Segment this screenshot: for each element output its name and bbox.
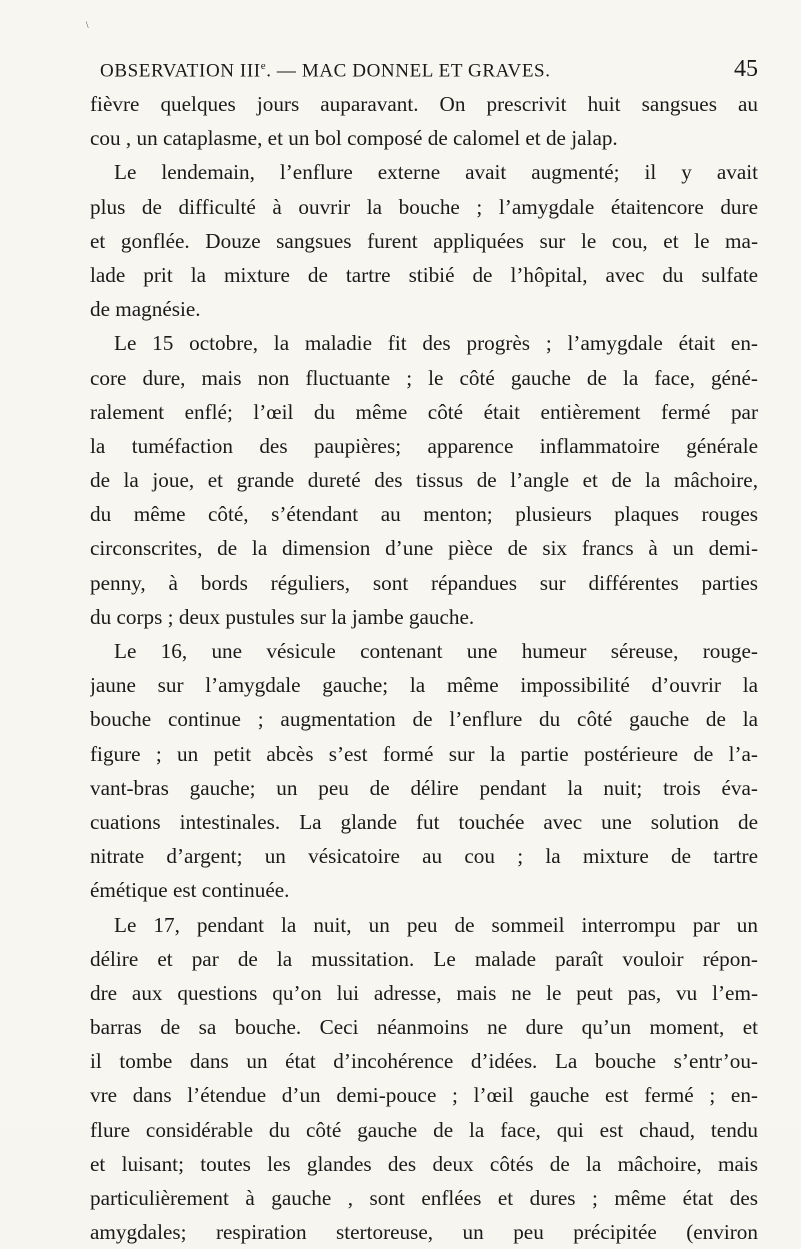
paragraph-first-line: Le 16, une vésicule contenant une humeur séreuse, rouge- — [114, 639, 758, 663]
text-line: core dure, mais non fluctuante ; le côté gauche de la face, géné- — [90, 365, 758, 390]
text-line: nitrate d’argent; un vésicatoire au cou ; la mixture de tartre — [90, 844, 758, 869]
text-line: vre dans l’étendue d’un demi-pouce ; l’œil gauche est fermé ; en- — [90, 1083, 758, 1108]
text-line: la tuméfaction des paupières; apparence inflammatoire générale — [90, 433, 758, 458]
text-line: dre aux questions qu’on lui adresse, mais ne le peut pas, vu l’em- — [90, 980, 758, 1005]
running-title: OBSERVATION IIIe. — MAC DONNEL ET GRAVES. — [100, 60, 551, 82]
text-line: bouche continue ; augmentation de l’enflure du côté gauche de la — [90, 707, 758, 732]
text-line: et luisant; toutes les glandes des deux côtés de la mâchoire, mais — [90, 1151, 758, 1176]
paragraph-first-line: Le 15 octobre, la maladie fit des progrès ; l’amygdale était en- — [114, 331, 758, 356]
text-line: vant-bras gauche; un peu de délire pendant la nuit; trois éva- — [90, 775, 758, 800]
text-line: barras de sa bouche. Ceci néanmoins ne dure qu’un moment, et — [90, 1015, 758, 1040]
text-line: jaune sur l’amygdale gauche; la même impossibilité d’ouvrir la — [90, 673, 758, 698]
text-line: il tombe dans un état d’incohérence d’idées. La bouche s’entr’ou- — [90, 1049, 758, 1074]
text-line: délire et par de la mussitation. Le malade paraît vouloir répon- — [90, 946, 758, 971]
text-line: cuations intestinales. La glande fut touchée avec une solution de — [90, 809, 758, 834]
text-line: amygdales; respiration stertoreuse, un peu précipitée (environ — [90, 1220, 758, 1245]
print-speck: \ — [86, 20, 89, 30]
text-line: cou , un cataplasme, et un bol composé de calomel et de jalap. — [90, 126, 618, 151]
text-line: particulièrement à gauche , sont enflées et dures ; même état des — [90, 1186, 758, 1210]
text-line: fièvre quelques jours auparavant. On prescrivit huit sangsues au — [90, 92, 758, 116]
text-line: flure considérable du côté gauche de la face, qui est chaud, tendu — [90, 1117, 758, 1142]
page-number: 45 — [734, 56, 758, 82]
text-line: de la joue, et grande dureté des tissus de l’angle et de la mâchoire, — [90, 468, 758, 493]
text-line: émétique est continuée. — [90, 878, 290, 903]
text-line: du même côté, s’étendant au menton; plusieurs plaques rouges — [90, 502, 758, 527]
text-line: de magnésie. — [90, 297, 201, 322]
text-line: penny, à bords réguliers, sont répandues sur différentes parties — [90, 570, 758, 595]
text-line: figure ; un petit abcès s’est formé sur la partie postérieure de l’a- — [90, 741, 758, 766]
paragraph-first-line: Le lendemain, l’enflure externe avait augmenté; il y avait — [114, 160, 758, 185]
paragraph-first-line: Le 17, pendant la nuit, un peu de sommeil interrompu par un — [114, 912, 758, 937]
text-line: ralement enflé; l’œil du même côté était entièrement fermé par — [90, 399, 758, 424]
text-line: circonscrites, de la dimension d’une pièce de six francs à un demi- — [90, 536, 758, 561]
text-line: plus de difficulté à ouvrir la bouche ; l’amygdale étaitencore dure — [90, 194, 758, 219]
text-line: et gonflée. Douze sangsues furent appliquées sur le cou, et le ma- — [90, 228, 758, 253]
body-text — [90, 87, 758, 1249]
text-line: du corps ; deux pustules sur la jambe gauche. — [90, 604, 475, 629]
text-line: lade prit la mixture de tartre stibié de l’hôpital, avec du sulfate — [90, 262, 758, 287]
